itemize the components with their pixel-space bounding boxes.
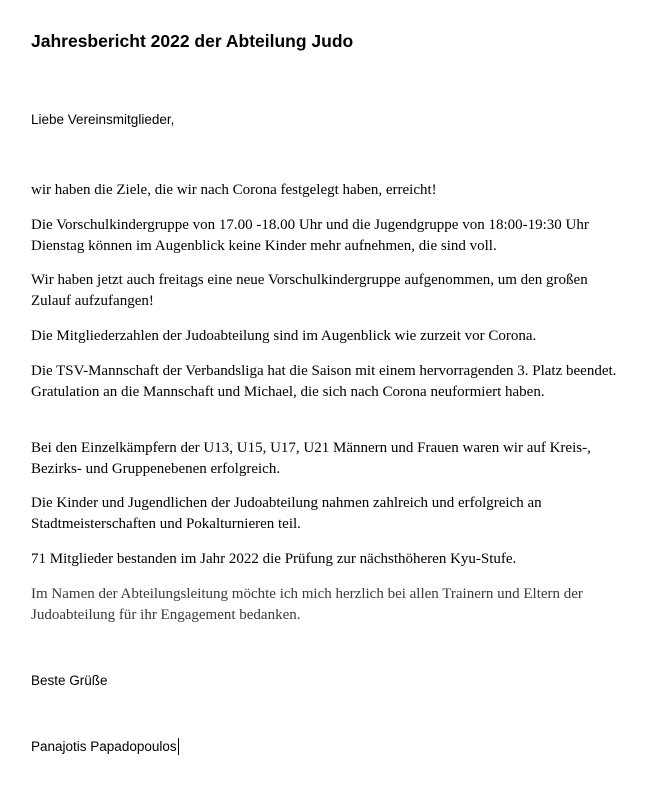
signature: Panajotis Papadopoulos	[31, 739, 177, 754]
document-title: Jahresbericht 2022 der Abteilung Judo	[31, 31, 354, 51]
paragraph-groups-full: Die Vorschulkindergruppe von 17.00 -18.00 Uhr und die Jugendgruppe von 18:00-19:30 Uhr Dienstag können im Augenblick keine Kinder mehr aufnehmen, die sind voll.	[31, 217, 589, 254]
paragraph-goals: wir haben die Ziele, die wir nach Corona festgelegt haben, erreicht!	[31, 182, 437, 198]
paragraph-team-result: Die TSV-Mannschaft der Verbandsliga hat die Saison mit einem hervorragenden 3. Platz beendet. Gratulation an die Mannschaft und Michael, die sich nach Corona neuformiert haben.	[31, 363, 617, 400]
paragraph-tournaments: Die Kinder und Jugendlichen der Judoabteilung nahmen zahlreich und erfolgreich an Stadtmeisterschaften und Pokalturnieren teil.	[31, 495, 542, 532]
paragraph-new-group: Wir haben jetzt auch freitags eine neue Vorschulkindergruppe aufgenommen, um den großen Zulauf aufzufangen!	[31, 272, 588, 309]
paragraph-kyu-exams: 71 Mitglieder bestanden im Jahr 2022 die Prüfung zur nächsthöheren Kyu-Stufe.	[31, 551, 517, 567]
text-cursor	[178, 738, 179, 755]
paragraph-individual-fighters: Bei den Einzelkämpfern der U13, U15, U17, U21 Männern und Frauen waren wir auf Kreis-, Bezirks- und Gruppenebenen erfolgreich.	[31, 440, 591, 477]
paragraph-thanks: Im Namen der Abteilungsleitung möchte ich mich herzlich bei allen Trainern und Eltern der Judoabteilung für ihr Engagement bedanken.	[31, 586, 583, 623]
paragraph-member-count: Die Mitgliederzahlen der Judoabteilung sind im Augenblick wie zurzeit vor Corona.	[31, 328, 537, 344]
salutation: Liebe Vereinsmitglieder,	[31, 112, 175, 127]
closing: Beste Grüße	[31, 673, 108, 688]
signature-line[interactable]	[31, 738, 179, 755]
